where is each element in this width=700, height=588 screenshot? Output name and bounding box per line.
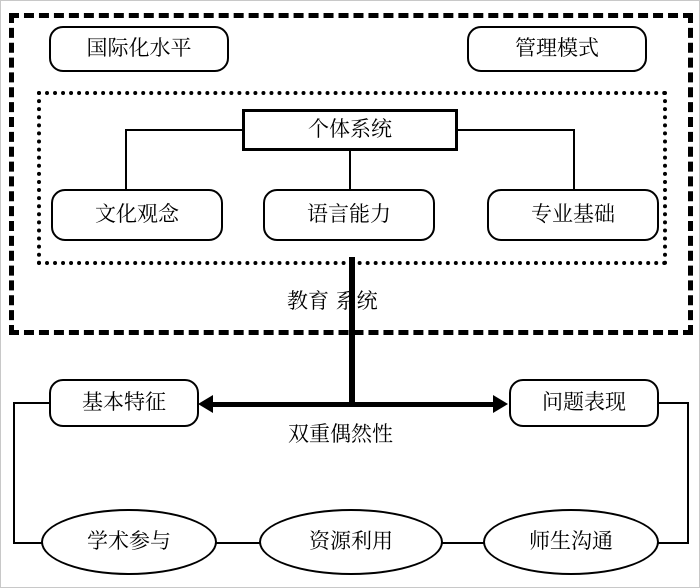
node-teacher-student-communication[interactable] [483, 509, 659, 575]
edge-resource-to-communication [438, 542, 488, 544]
edge-individual-to-cultural-vertical [125, 129, 127, 191]
node-individual-system-label: 个体系统 [308, 117, 392, 142]
node-individual-system[interactable] [242, 109, 458, 151]
arrow-right-icon [493, 395, 508, 413]
label-education-system: 教育 系统 [287, 289, 378, 313]
node-resource-utilization[interactable] [259, 509, 443, 575]
node-management-mode[interactable] [467, 26, 647, 72]
node-internationalization[interactable] [49, 26, 229, 72]
node-resource-utilization-label: 资源利用 [309, 529, 393, 554]
edge-basic-left-vertical [13, 402, 15, 543]
node-teacher-student-communication-label: 师生沟通 [529, 529, 613, 554]
edge-individual-to-professional-vertical [573, 129, 575, 191]
edge-problem-right-vertical [687, 402, 689, 543]
node-internationalization-label: 国际化水平 [86, 36, 192, 61]
edge-double-contingency-line [213, 402, 493, 407]
edge-individual-to-professional-horizontal [456, 129, 575, 131]
node-problem-manifestation[interactable] [509, 379, 659, 427]
arrow-left-icon [198, 395, 213, 413]
node-cultural-concept-label: 文化观念 [95, 202, 179, 227]
node-academic-participation-label: 学术参与 [87, 529, 171, 554]
edge-basic-left-horizontal [13, 402, 51, 404]
edge-individual-to-language-vertical [349, 151, 351, 191]
node-professional-foundation-label: 专业基础 [531, 202, 615, 227]
node-academic-participation[interactable] [41, 509, 217, 575]
node-language-ability[interactable] [263, 189, 435, 241]
node-language-ability-label: 语言能力 [307, 202, 391, 227]
node-basic-features[interactable] [49, 379, 199, 427]
node-management-mode-label: 管理模式 [515, 36, 599, 61]
edge-education-system-bus [349, 257, 355, 407]
edge-individual-to-cultural-horizontal [125, 129, 244, 131]
node-basic-features-label: 基本特征 [82, 390, 166, 415]
edge-problem-right-horizontal [657, 402, 689, 404]
edge-academic-to-resource [213, 542, 263, 544]
node-professional-foundation[interactable] [487, 189, 659, 241]
label-double-contingency: 双重偶然性 [288, 422, 393, 446]
node-problem-manifestation-label: 问题表现 [542, 390, 626, 415]
node-cultural-concept[interactable] [51, 189, 223, 241]
edge-basic-to-academic-horizontal [13, 542, 43, 544]
